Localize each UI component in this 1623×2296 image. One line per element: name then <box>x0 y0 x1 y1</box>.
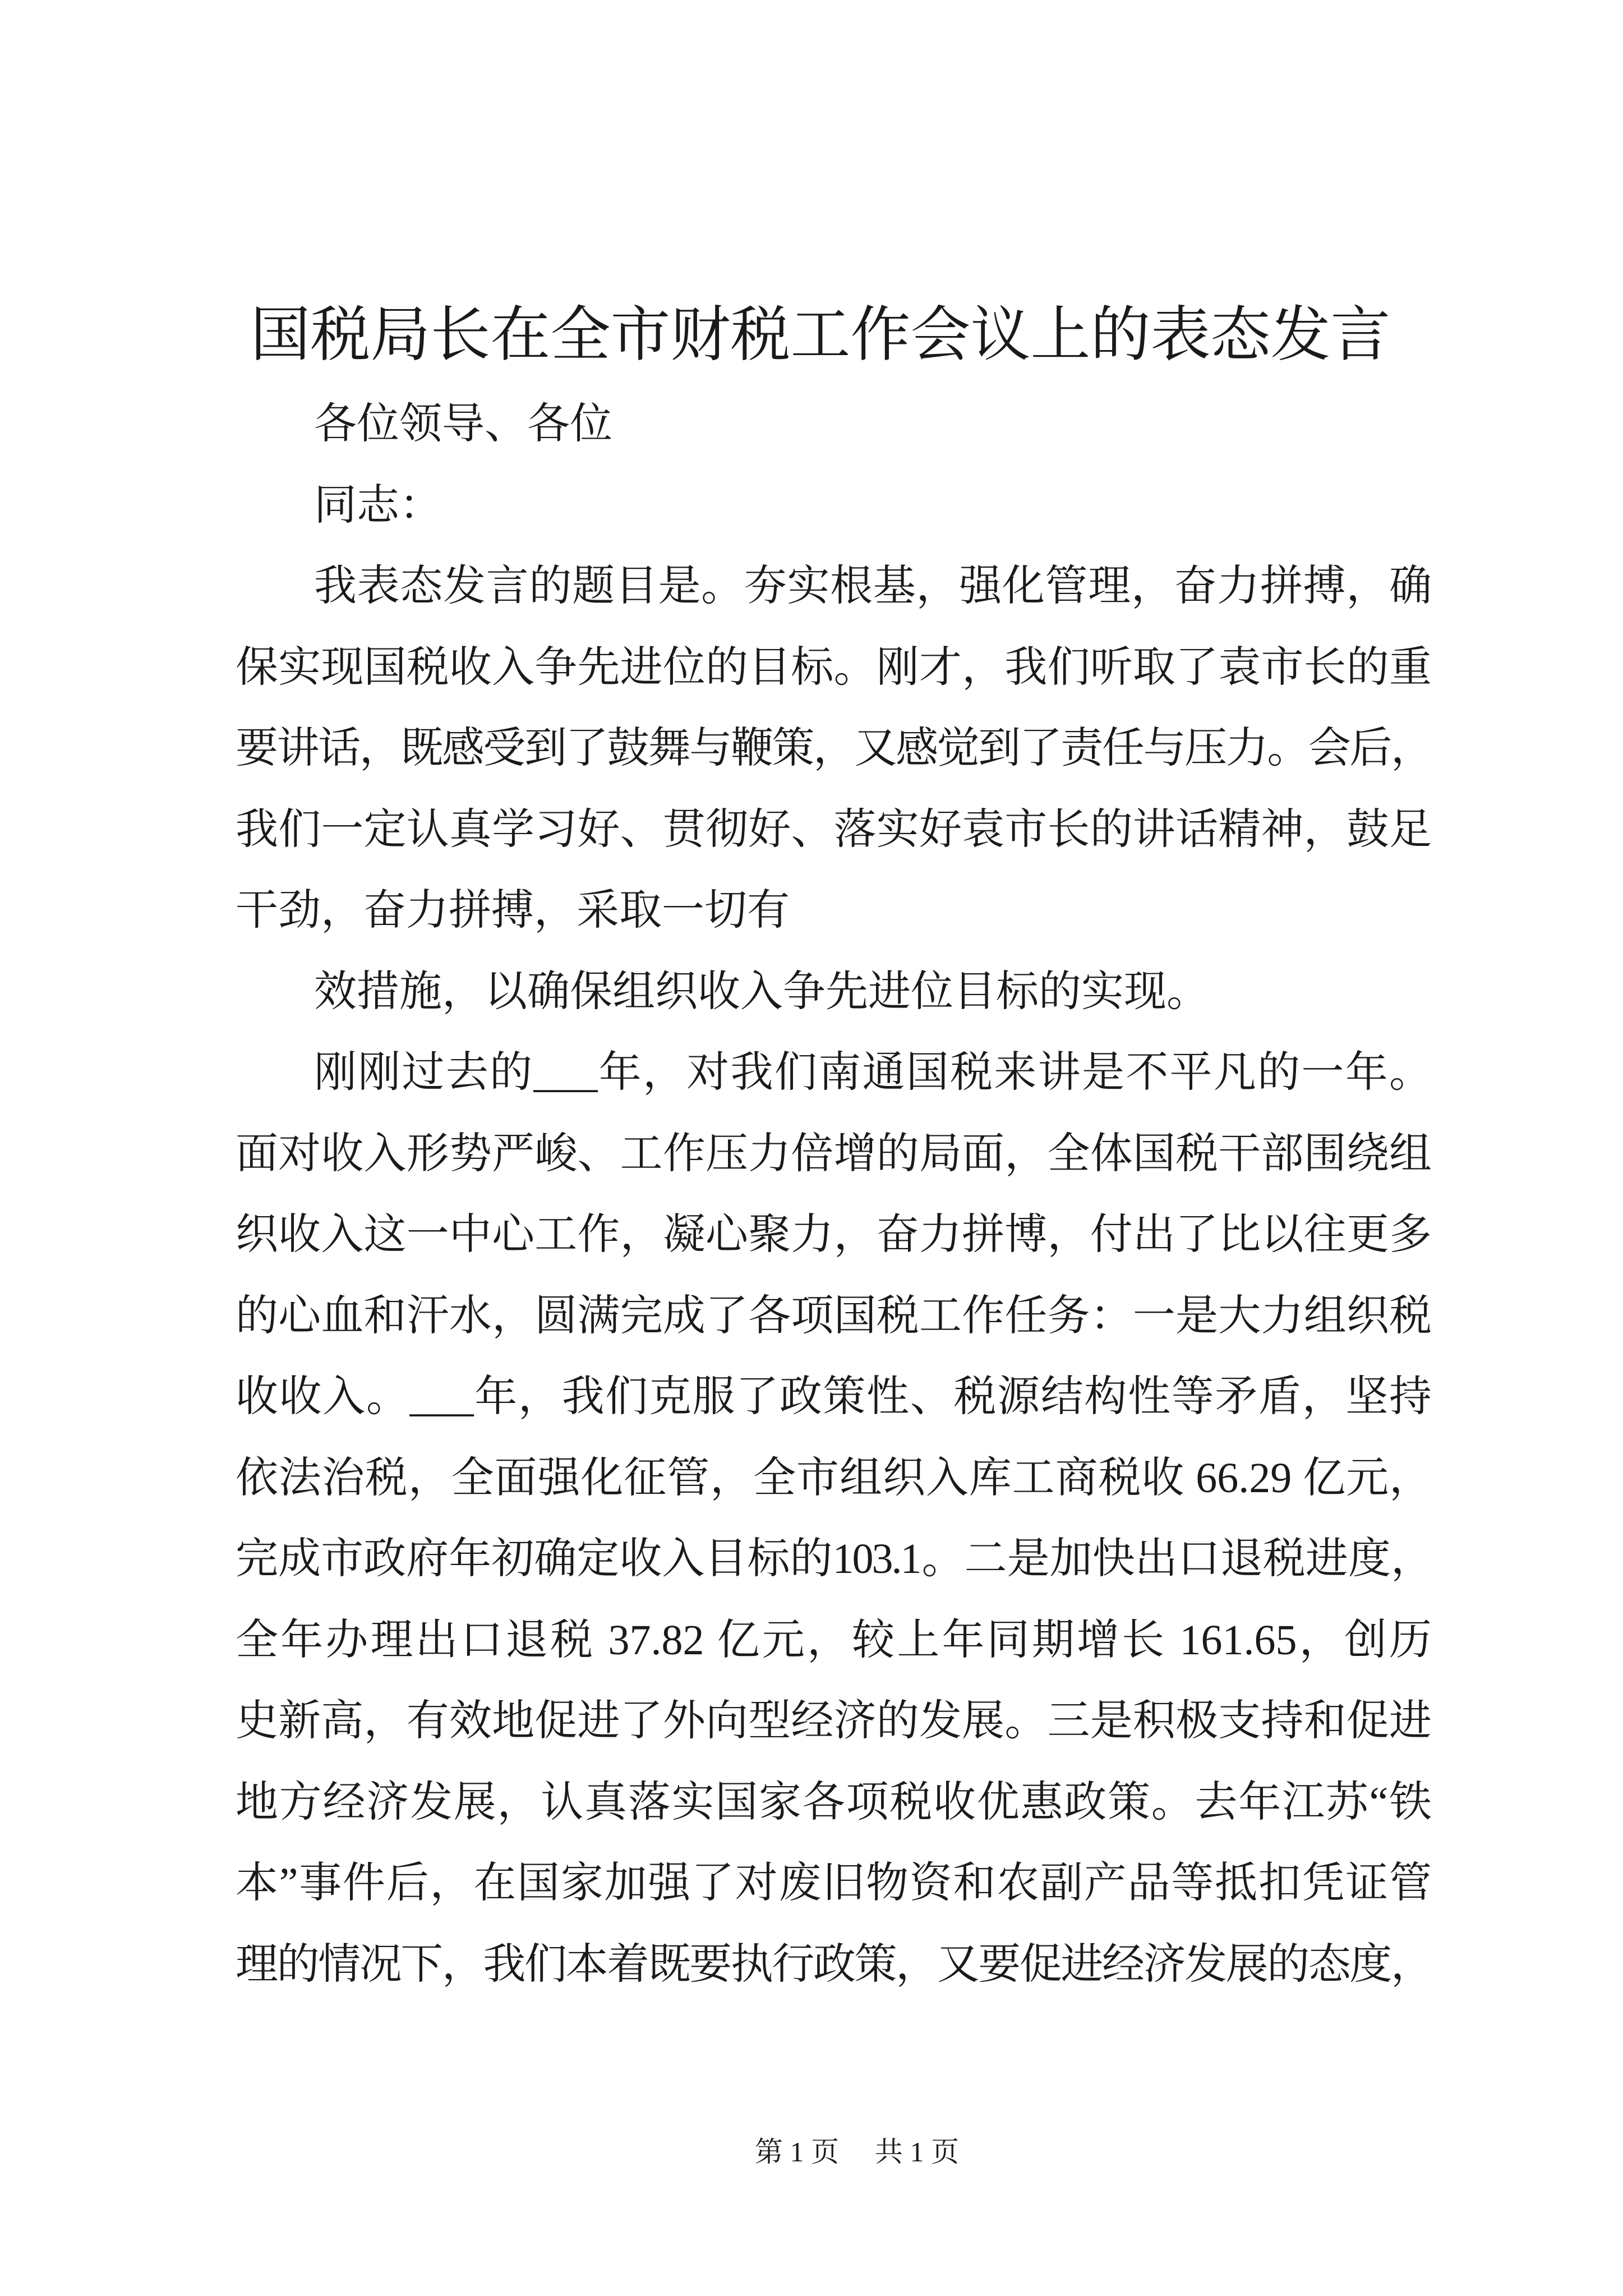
text-line: 我表态发言的题目是。夯实根基，强化管理，奋力拼搏，确 <box>314 563 1432 610</box>
text-line: 本”事件后，在国家加强了对废旧物资和农副产品等抵扣凭证管 <box>236 1860 1432 1907</box>
text-line: 我们一定认真学习好、贯彻好、落实好袁市长的讲话精神，鼓足 <box>236 806 1432 853</box>
page-number <box>666 2135 1048 2169</box>
text-line: 收收入。___年，我们克服了政策性、税源结构性等矛盾，坚持 <box>236 1373 1432 1420</box>
text-line: 面对收入形势严峻、工作压力倍增的局面，全体国税干部围绕组 <box>236 1130 1432 1177</box>
text-line: 依法治税，全面强化征管，全市组织入库工商税收 66.29 亿元， <box>236 1454 1432 1502</box>
document-body <box>236 384 1432 2005</box>
paragraph <box>236 1032 1432 2005</box>
text-line: 干劲，奋力拼搏，采取一切有 <box>236 887 790 934</box>
text-line: 理的情况下，我们本着既要执行政策，又要促进经济发展的态度， <box>236 1940 1432 1988</box>
salutation <box>236 465 1432 546</box>
text-line: 保实现国税收入争先进位的目标。刚才，我们听取了袁市长的重 <box>236 643 1432 691</box>
paragraph <box>236 546 1432 951</box>
text-line: 各位领导、各位 <box>314 401 612 448</box>
text-line: 地方经济发展，认真落实国家各项税收优惠政策。去年江苏“铁 <box>236 1778 1432 1826</box>
document-title: 国税局长在全市财税工作会议上的表态发言 <box>250 302 1391 369</box>
text-line: 要讲话，既感受到了鼓舞与鞭策，又感觉到了责任与压力。会后， <box>236 725 1432 772</box>
text-line: 史新高，有效地促进了外向型经济的发展。三是积极支持和促进 <box>236 1697 1432 1745</box>
text-line: 织收入这一中心工作，凝心聚力，奋力拼博，付出了比以往更多 <box>236 1211 1432 1258</box>
text-line: 的心血和汗水，圆满完成了各项国税工作任务：一是大力组织税 <box>236 1292 1432 1340</box>
text-line: 同志： <box>314 481 442 529</box>
text-line: 效措施，以确保组织收入争先进位目标的实现。 <box>314 968 1209 1015</box>
text-line: 刚刚过去的___年，对我们南通国税来讲是不平凡的一年。 <box>314 1049 1432 1096</box>
text-line: 完成市政府年初确定收入目标的103.1。二是加快出口退税进度， <box>236 1535 1432 1582</box>
text-line: 全年办理出口退税 37.82 亿元，较上年同期增长 161.65，创历 <box>236 1616 1432 1664</box>
paragraph <box>236 951 1432 1033</box>
page-total: 共 1 页 <box>875 2136 959 2168</box>
salutation <box>236 384 1432 465</box>
page-current: 第 1 页 <box>755 2136 839 2168</box>
